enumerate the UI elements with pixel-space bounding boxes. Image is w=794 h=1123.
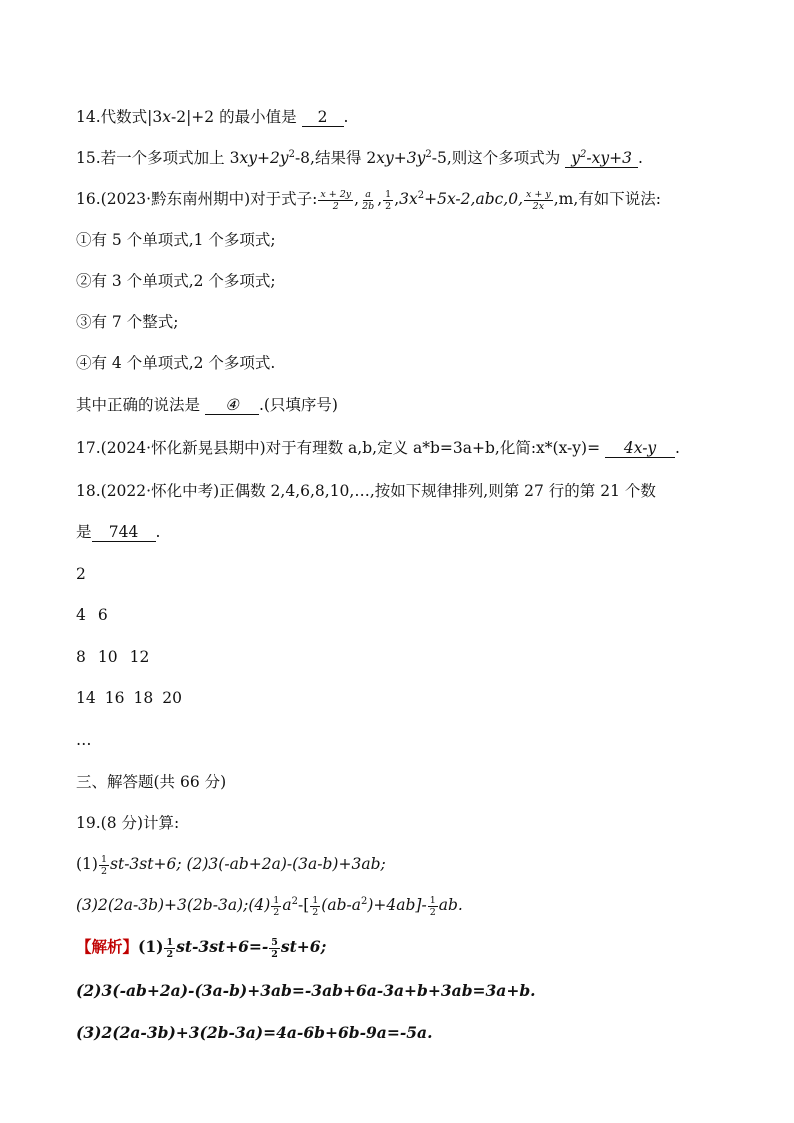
seq-number: 20: [162, 689, 182, 707]
q16-frac-1: $\frac{x + 2y}{2}$: [320, 188, 352, 212]
sequence-row-3: [76, 646, 161, 668]
q16-conclusion-end: .(只填序号): [258, 396, 338, 414]
seq-number: 16: [104, 689, 125, 707]
q16-frac-2: $\frac{a}{2b}$: [362, 188, 375, 212]
sol-expr-1b: st+6;: [280, 937, 327, 956]
section-title: 三、解答题(共 66 分): [76, 773, 227, 791]
q16-answer: ④: [205, 396, 259, 415]
q17-answer: 4x-y: [605, 439, 675, 458]
q16-sup: 2: [417, 189, 425, 201]
q15-answer: $y^2-xy+3$: [565, 149, 638, 168]
question-19: 19.(8 分)计算:: [76, 814, 180, 832]
q16-frac-3: $\frac{1}{2}$: [385, 188, 392, 212]
q14-text: 14.代数式|3: [76, 108, 163, 126]
q19-expr-4c: ab.: [438, 896, 463, 914]
sequence-row-1: [76, 563, 98, 585]
seq-number: 14: [76, 689, 96, 707]
q19-expr-4a: (ab-a: [321, 896, 361, 914]
q15-text-3: -5,则这个多项式为: [431, 149, 561, 167]
q16-option-4: ④有 4 个单项式,2 个多项式.: [76, 354, 276, 372]
seq-number: 10: [97, 648, 118, 666]
q19-label-1: (1): [76, 855, 98, 873]
sol-frac-half: $\frac{1}{2}$: [166, 936, 174, 960]
q15-expr2: xy+3y: [376, 149, 426, 167]
solution-3: (3)2(2a-3b)+3(2b-3a)=4a-6b+6b-9a=-5a.: [76, 1023, 433, 1042]
q19-part-3-4: [76, 894, 463, 918]
q17-text: 17.(2024·怀化新晃县期中)对于有理数 a,b,定义 a*b=3a+b,化简:x*(x-y)=: [76, 439, 601, 457]
sol-expr-1a: st-3st+6=-: [176, 937, 269, 956]
q19-var-a: a: [282, 896, 292, 914]
q14-var: x: [162, 108, 171, 126]
q19-sup: 2: [291, 895, 298, 907]
q16-option-3: ③有 7 个整式;: [76, 313, 179, 331]
q19-frac-half-2: $\frac{1}{2}$: [273, 894, 280, 918]
sequence-ellipsis: …: [76, 731, 92, 749]
sol-frac-five-half: $\frac{5}{2}$: [271, 936, 278, 960]
question-18: 18.(2022·怀化中考)正偶数 2,4,6,8,10,…,按如下规律排列,则第 27 行的第 21 个数: [76, 482, 656, 500]
q16-mid: 3x: [399, 190, 418, 208]
q19-frac-half: $\frac{1}{2}$: [100, 853, 108, 877]
q15-end: .: [637, 149, 643, 167]
question-16: 16.(2023·黔东南州期中)对于式子: $\frac{x + 2y}{2}$ , $\frac{a}{2b}$ , $\frac{1}{2}$ $,3x^2+5x-2,abc,0$, $\frac{x + y}{2x}$ ,m,有如下说法:: [76, 188, 662, 212]
solution-2: (2)3(-ab+2a)-(3a-b)+3ab=-3ab+6a-3a+b+3ab=3a+b.: [76, 981, 536, 1000]
q16-conclusion-text: 其中正确的说法是: [76, 396, 201, 414]
q19-frac-half-4: $\frac{1}{2}$: [429, 894, 436, 918]
q16-option-2: ②有 3 个单项式,2 个多项式;: [76, 272, 276, 290]
q14-answer: 2: [302, 108, 344, 127]
question-17: [76, 437, 680, 459]
q16-option-1: ①有 5 个单项式,1 个多项式;: [76, 231, 276, 249]
question-14: [76, 106, 348, 128]
seq-number: 6: [97, 606, 108, 624]
q19-part-1-2: [76, 853, 386, 877]
q18-answer: 744: [92, 523, 156, 542]
q15-sup: 2: [288, 148, 295, 160]
seq-number: 8: [76, 648, 86, 666]
seq-number: 18: [133, 689, 154, 707]
q15-expr1: xy+2y: [239, 149, 289, 167]
q16-mid-2: +5x-2,abc,0,: [424, 190, 524, 208]
q19-expr-4b: )+4ab]-: [367, 896, 427, 914]
q19-frac-half-3: $\frac{1}{2}$: [312, 894, 319, 918]
sequence-row-4: [76, 687, 194, 709]
q15-text-2: -8,结果得 2: [294, 149, 377, 167]
q19-expr-1: st-3st+6; (2)3(-ab+2a)-(3a-b)+3ab;: [110, 855, 386, 873]
q18-end: .: [155, 523, 161, 541]
q16-frac-4: $\frac{x + y}{2x}$: [526, 188, 551, 212]
q14-end: .: [343, 108, 349, 126]
q15-sup-2: 2: [425, 148, 432, 160]
q15-text: 15.若一个多项式加上 3: [76, 149, 240, 167]
q17-end: .: [675, 439, 680, 457]
q19-bracket: -[: [297, 896, 310, 914]
question-18-line-2: [76, 521, 160, 543]
sol-label-1: (1): [138, 937, 164, 956]
q18-text: 是: [76, 523, 92, 541]
analysis-tag: 【解析】: [76, 937, 139, 956]
q16-conclusion: [76, 394, 338, 416]
question-15: [76, 147, 643, 169]
sequence-row-2: [76, 604, 120, 626]
q14-text-2: -2|+2 的最小值是: [170, 108, 297, 126]
q16-suffix: ,m,有如下说法:: [553, 190, 662, 208]
seq-number: 4: [76, 606, 86, 624]
q19-sup-2: 2: [361, 895, 368, 907]
q16-prefix: 16.(2023·黔东南州期中)对于式子:: [76, 190, 318, 208]
seq-number: 12: [129, 648, 150, 666]
seq-number: 2: [76, 565, 86, 583]
solution-1: [76, 936, 326, 960]
q19-expr-3: (3)2(2a-3b)+3(2b-3a);(4): [76, 896, 271, 914]
